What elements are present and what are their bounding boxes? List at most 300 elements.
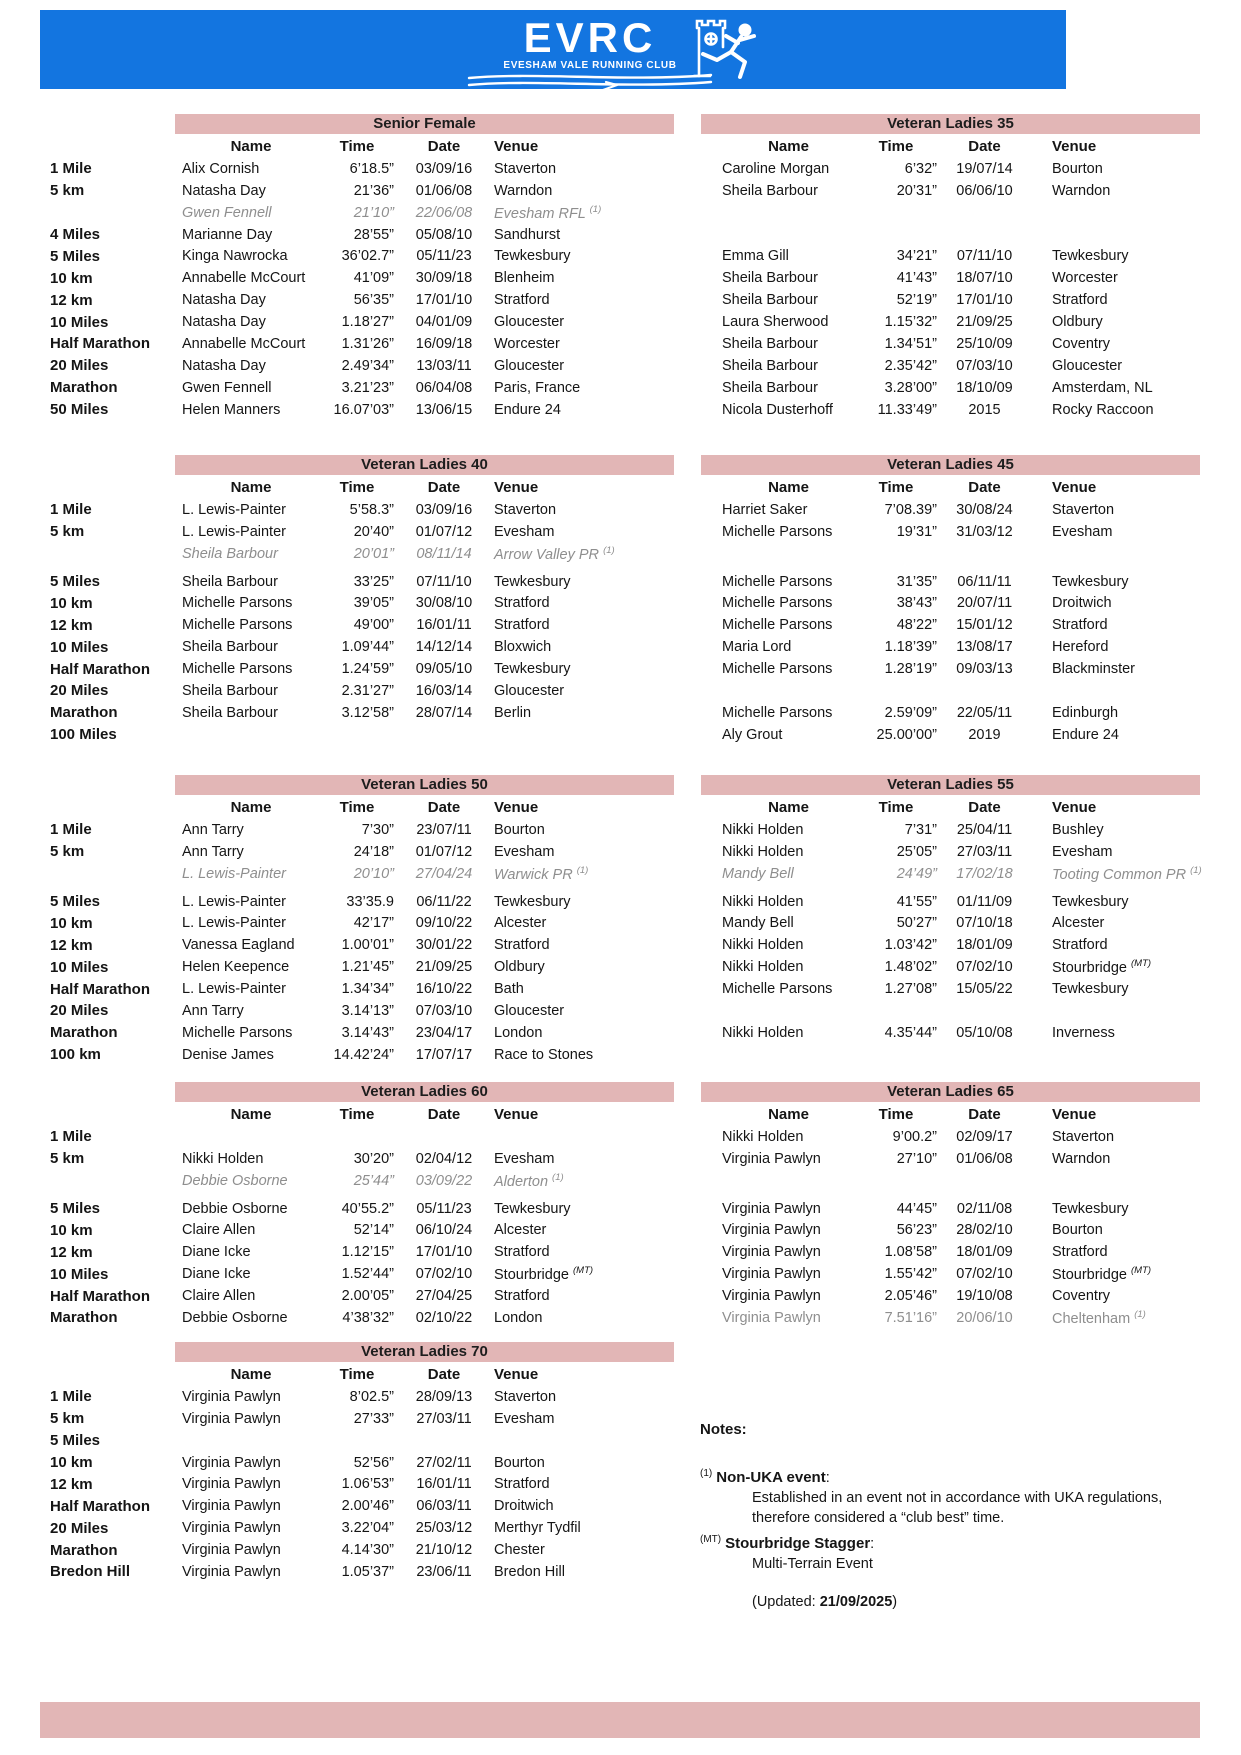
record-venue: Arrow Valley PR $^{(1)}$ [494, 544, 615, 563]
venue-superscript: (1) [1190, 864, 1202, 876]
col-header-venue: Venue [494, 138, 539, 156]
distance-label: Half Marathon [50, 1287, 151, 1305]
distance-label: 4 Miles [50, 226, 101, 243]
record-time: 1.18’39” [884, 639, 937, 656]
record-time: 42’17” [353, 915, 394, 932]
record-row [40, 1263, 1200, 1285]
distance-label: 10 km [50, 914, 93, 932]
record-row [40, 891, 1200, 913]
record-name: Aly Grout [722, 726, 783, 743]
section-header-right: Veteran Ladies 35 [701, 114, 1200, 134]
record-time: 52’56” [353, 1454, 394, 1471]
record-date: 08/11/14 [416, 545, 472, 562]
record-row-club-best [40, 202, 1200, 224]
record-name: Helen Keepence [182, 959, 290, 976]
record-venue: Droitwich [494, 1498, 554, 1515]
record-venue: Stratford [1052, 1244, 1108, 1261]
record-name: Michelle Parsons [722, 704, 833, 721]
record-row [40, 571, 1200, 593]
col-header-venue: Venue [494, 479, 539, 497]
record-time: 2.05’46” [884, 1288, 937, 1305]
record-row [40, 1022, 1200, 1044]
note-description [700, 1488, 1205, 1528]
record-venue: Stratford [494, 292, 550, 309]
record-name: L. Lewis-Painter [182, 865, 286, 882]
record-name: Annabelle McCourt [182, 335, 306, 352]
record-time: 50’27” [896, 915, 937, 932]
record-venue: Tewkesbury [1052, 981, 1129, 998]
record-name: Michelle Parsons [182, 661, 293, 678]
record-venue: Tewkesbury [1052, 1200, 1129, 1217]
record-time: 40’55.2” [341, 1200, 394, 1217]
record-date: 30/08/24 [956, 501, 1013, 518]
section-header-left: Veteran Ladies 50 [175, 775, 674, 795]
record-venue: Bloxwich [494, 639, 552, 656]
note-term: Stourbridge Stagger [725, 1534, 871, 1552]
distance-label: 10 km [50, 1221, 93, 1239]
record-name: Virginia Pawlyn [722, 1288, 821, 1305]
record-venue: Alcester [494, 1222, 547, 1239]
distance-label: 1 Mile [50, 1388, 92, 1406]
record-name: Harriet Saker [722, 501, 808, 518]
col-header-venue: Venue [1052, 479, 1097, 497]
record-date: 02/11/08 [956, 1200, 1013, 1217]
record-time: 6’32” [904, 160, 937, 177]
record-venue: Bredon Hill [494, 1563, 565, 1580]
record-time: 49’00” [353, 617, 394, 634]
record-date: 07/03/10 [415, 1002, 473, 1019]
record-venue: Rocky Raccoon [1052, 401, 1154, 418]
record-time: 1.05’37” [341, 1563, 394, 1580]
record-date: 07/10/18 [956, 915, 1013, 932]
venue-superscript: (1) [576, 864, 589, 876]
record-venue: Tewkesbury [494, 893, 571, 910]
record-name: Sheila Barbour [722, 270, 818, 287]
record-venue: Staverton [494, 1388, 557, 1405]
distance-label: 10 km [50, 594, 93, 612]
record-venue: London [494, 1309, 543, 1326]
record-date: 18/07/10 [956, 270, 1013, 287]
record-name: Michelle Parsons [722, 617, 833, 634]
col-header-venue: Venue [494, 1366, 539, 1384]
record-date: 23/06/11 [416, 1563, 472, 1580]
record-row [40, 355, 1200, 377]
record-name: Maria Lord [722, 639, 792, 656]
record-time: 31’35” [896, 573, 937, 590]
record-time: 4’38’32” [342, 1309, 394, 1326]
record-time: 4.14’30” [341, 1542, 394, 1559]
record-venue: Evesham [494, 523, 555, 540]
record-name: Diane Icke [182, 1244, 251, 1261]
distance-label: 5 Miles [50, 573, 101, 590]
record-venue: Gloucester [494, 682, 565, 699]
record-name: Virginia Pawlyn [182, 1454, 281, 1471]
record-time: 41’43” [896, 270, 937, 287]
evrc-logo-subtitle: EVESHAM VALE RUNNING CLUB [503, 60, 677, 71]
record-name: Sheila Barbour [722, 335, 818, 352]
record-time: 27’10” [896, 1150, 937, 1167]
col-header-venue: Venue [494, 1106, 539, 1124]
record-name: Virginia Pawlyn [722, 1150, 821, 1167]
record-date: 27/03/11 [416, 1410, 472, 1427]
record-name: Debbie Osborne [182, 1200, 288, 1217]
record-date: 04/01/09 [415, 314, 473, 331]
record-time: 2.35’42” [884, 357, 937, 374]
record-date: 07/11/10 [956, 248, 1013, 265]
record-row [40, 841, 1200, 863]
record-name: L. Lewis-Painter [182, 893, 286, 910]
record-name: Alix Cornish [182, 160, 260, 177]
col-header-time: Time [339, 1366, 375, 1384]
distance-label: Marathon [50, 1024, 118, 1042]
distance-label: 5 km [50, 1150, 85, 1168]
record-date: 05/08/10 [415, 226, 473, 243]
record-venue: Gloucester [494, 1002, 565, 1019]
record-time: 16.07’03” [333, 401, 394, 418]
record-date: 20/07/11 [956, 595, 1013, 612]
venue-superscript: (MT) [1131, 958, 1152, 970]
distance-label: 12 km [50, 291, 93, 309]
record-venue: Gloucester [1052, 357, 1123, 374]
record-time: 1.08’58” [884, 1244, 937, 1261]
record-venue: Berlin [494, 704, 532, 721]
record-row [40, 1044, 1200, 1066]
record-venue: Stratford [1052, 937, 1108, 954]
record-row [40, 311, 1200, 333]
record-name: Virginia Pawlyn [722, 1200, 821, 1217]
record-date: 20/06/10 [956, 1309, 1013, 1326]
record-date: 01/11/09 [956, 893, 1013, 910]
section-bar-row [40, 455, 1200, 475]
record-row [40, 912, 1200, 934]
record-name: Emma Gill [722, 248, 789, 265]
record-date: 21/09/25 [415, 959, 473, 976]
record-date: 09/05/10 [415, 661, 473, 678]
record-time: 3.14’43” [341, 1024, 394, 1041]
record-date: 27/04/24 [415, 865, 473, 882]
record-row [40, 1148, 1200, 1170]
record-time: 1.12’15” [341, 1244, 394, 1261]
record-time: 20’40” [353, 523, 394, 540]
record-date: 02/04/12 [415, 1150, 473, 1167]
record-date: 23/04/17 [415, 1024, 473, 1041]
record-name: Nicola Dusterhoff [722, 401, 833, 418]
record-venue: Warndon [494, 182, 553, 199]
record-date: 03/09/16 [415, 160, 473, 177]
record-name: Sheila Barbour [182, 704, 278, 721]
record-time: 33’25” [353, 573, 394, 590]
record-venue: Staverton [1052, 501, 1115, 518]
record-date: 17/01/10 [956, 292, 1013, 309]
record-row [40, 819, 1200, 841]
col-header-name: Name [230, 799, 272, 817]
record-venue: Stratford [494, 1288, 550, 1305]
record-name: Nikki Holden [722, 937, 804, 954]
distance-label: 1 Mile [50, 501, 92, 519]
record-venue: Tewkesbury [494, 248, 571, 265]
distance-label: 50 Miles [50, 401, 109, 419]
record-name: Virginia Pawlyn [722, 1266, 821, 1283]
record-name: Michelle Parsons [722, 661, 833, 678]
record-date: 21/10/12 [415, 1542, 473, 1559]
section-header-left: Veteran Ladies 40 [175, 455, 674, 475]
record-row [40, 521, 1200, 543]
record-time: 11.33’49” [877, 401, 937, 418]
record-name: Sheila Barbour [182, 639, 278, 656]
record-time: 25’05” [896, 843, 937, 860]
col-header-name: Name [768, 138, 809, 156]
record-venue: Merthyr Tydfil [494, 1520, 581, 1537]
records-block-3 [40, 1082, 1200, 1329]
record-date: 19/10/08 [956, 1288, 1013, 1305]
record-venue: Evesham RFL $^{(1)}$ [494, 203, 602, 222]
distance-label: 12 km [50, 936, 93, 954]
record-venue: Cheltenham $^{(1)}$ [1052, 1309, 1146, 1327]
record-venue: Race to Stones [494, 1046, 594, 1063]
record-time: 7’08.39” [884, 501, 937, 518]
distance-label: Half Marathon [50, 980, 151, 998]
record-venue: Stratford [494, 1244, 550, 1261]
record-date: 25/03/12 [415, 1520, 473, 1537]
distance-label: 5 km [50, 182, 85, 200]
record-time: 1.28’19” [884, 661, 937, 678]
record-time: 38’43” [896, 595, 937, 612]
record-name: Michelle Parsons [722, 595, 833, 612]
record-venue: Alcester [494, 915, 547, 932]
col-header-date: Date [427, 479, 461, 497]
col-header-name: Name [230, 138, 272, 156]
record-venue: Amsterdam, NL [1052, 379, 1153, 396]
record-date: 28/07/14 [415, 704, 473, 721]
record-venue: Hereford [1052, 639, 1109, 656]
record-venue: Endure 24 [1052, 726, 1119, 743]
record-row [40, 658, 1200, 680]
record-name: Virginia Pawlyn [182, 1563, 281, 1580]
col-header-time: Time [339, 1106, 375, 1124]
record-venue: Evesham [494, 1150, 555, 1167]
record-time: 33’35.9 [346, 893, 394, 910]
record-time: 52’19” [896, 292, 937, 309]
record-date: 09/03/13 [956, 661, 1013, 678]
record-time: 1.55’42” [884, 1266, 937, 1283]
record-date: 22/05/11 [956, 704, 1013, 721]
distance-label: 12 km [50, 1475, 93, 1493]
section-header-right: Veteran Ladies 65 [701, 1082, 1200, 1102]
col-header-time: Time [339, 138, 375, 156]
record-date: 05/10/08 [956, 1024, 1013, 1041]
record-date: 05/11/23 [416, 248, 472, 265]
note-separator: : [870, 1535, 875, 1552]
record-time: 41’09” [353, 270, 394, 287]
record-venue: Stratford [1052, 292, 1108, 309]
record-row [40, 680, 1200, 702]
record-row [40, 1198, 1200, 1220]
record-time: 28’55” [353, 226, 394, 243]
record-time: 52’14” [353, 1222, 394, 1239]
record-row [40, 377, 1200, 399]
distance-label: Half Marathon [50, 335, 151, 353]
note-superscript: (1) [700, 1468, 713, 1479]
record-date: 17/01/10 [415, 292, 473, 309]
venue-superscript: (MT) [573, 1265, 594, 1277]
record-venue: Droitwich [1052, 595, 1112, 612]
record-date: 09/10/22 [415, 915, 473, 932]
record-name: Diane Icke [182, 1266, 251, 1283]
record-name: Sheila Barbour [182, 573, 278, 590]
record-venue: Evesham [494, 843, 555, 860]
record-row [40, 724, 1200, 746]
record-name: Virginia Pawlyn [182, 1520, 281, 1537]
record-time: 1.31’26” [341, 335, 394, 352]
church-tower-icon [694, 21, 725, 76]
record-venue: Alderton $^{(1)}$ [494, 1171, 564, 1190]
record-date: 15/05/22 [956, 981, 1013, 998]
distance-label: 5 Miles [50, 247, 101, 265]
record-name: Mandy Bell [722, 865, 794, 882]
record-venue: Stourbridge $^{(MT)}$ [1052, 1265, 1152, 1284]
record-row [40, 978, 1200, 1000]
record-time: 7.51’16” [884, 1309, 937, 1326]
record-name: Nikki Holden [722, 843, 804, 860]
record-date: 27/02/11 [416, 1454, 472, 1471]
record-name: Michelle Parsons [722, 981, 833, 998]
record-date: 06/04/08 [415, 379, 473, 396]
records-block-0 [40, 114, 1200, 421]
record-date: 13/08/17 [956, 639, 1013, 656]
record-date: 27/03/11 [956, 843, 1013, 860]
record-venue: Tewkesbury [494, 661, 571, 678]
col-header-date: Date [427, 1106, 461, 1124]
record-venue: Coventry [1052, 335, 1111, 352]
record-venue: Tewkesbury [1052, 893, 1129, 910]
note-superscript: (MT) [700, 1533, 722, 1545]
note-description [700, 1554, 1205, 1574]
record-date: 02/10/22 [415, 1309, 473, 1326]
col-header-venue: Venue [1052, 799, 1097, 817]
record-venue: Tooting Common PR $^{(1)}$ [1052, 864, 1202, 883]
record-row [40, 956, 1200, 978]
distance-label: 20 Miles [50, 357, 109, 375]
col-header-name: Name [768, 479, 809, 497]
record-name: Ann Tarry [182, 843, 244, 860]
record-venue: Blenheim [494, 270, 555, 287]
record-name: Nikki Holden [182, 1150, 264, 1167]
col-header-date: Date [427, 799, 461, 817]
record-date: 28/02/10 [956, 1222, 1013, 1239]
distance-label: 1 Mile [50, 1128, 92, 1146]
record-venue: Evesham [494, 1410, 555, 1427]
record-time: 8’02.5” [349, 1388, 394, 1405]
record-name: Natasha Day [182, 292, 266, 309]
record-time: 36’02.7” [341, 248, 394, 265]
record-time: 1.06’53” [341, 1476, 394, 1493]
record-venue: Stratford [494, 1476, 550, 1493]
notes-heading: Notes: [700, 1421, 747, 1438]
record-venue: Staverton [1052, 1128, 1115, 1145]
record-name: Kinga Nawrocka [182, 248, 288, 265]
record-date: 01/07/12 [415, 523, 473, 540]
record-date: 07/03/10 [956, 357, 1013, 374]
record-venue: Bourton [1052, 160, 1103, 177]
record-venue: Stratford [494, 617, 550, 634]
record-date: 16/09/18 [415, 335, 473, 352]
updated-prefix: (Updated: [752, 1593, 820, 1610]
record-venue: Tewkesbury [1052, 248, 1129, 265]
column-header-row [40, 1104, 1200, 1126]
record-venue: Evesham [1052, 843, 1113, 860]
record-venue: Bourton [494, 821, 545, 838]
record-venue: Staverton [494, 501, 557, 518]
note-term-line [700, 1530, 1205, 1554]
record-date: 16/01/11 [416, 617, 472, 634]
note-stourbridge-stagger [700, 1530, 1205, 1574]
record-date: 16/10/22 [415, 981, 473, 998]
record-venue: Warndon [1052, 182, 1111, 199]
record-name: Sheila Barbour [722, 379, 818, 396]
record-time: 4.35’44” [884, 1024, 937, 1041]
record-time: 1.34’34” [341, 981, 394, 998]
col-header-venue: Venue [1052, 138, 1097, 156]
column-header-row [40, 797, 1200, 819]
distance-label: Half Marathon [50, 660, 151, 678]
record-name: Vanessa Eagland [182, 937, 295, 954]
record-name: Virginia Pawlyn [182, 1388, 281, 1405]
record-time: 3.14’13” [341, 1002, 394, 1019]
record-time: 9’00.2” [892, 1128, 937, 1145]
record-date: 07/02/10 [956, 1266, 1013, 1283]
record-name: Nikki Holden [722, 893, 804, 910]
record-name: Nikki Holden [722, 959, 804, 976]
distance-label: 10 km [50, 269, 93, 287]
col-header-time: Time [878, 1106, 914, 1124]
distance-label: 10 Miles [50, 958, 109, 976]
record-row [40, 702, 1200, 724]
record-time: 56’23” [896, 1222, 937, 1239]
col-header-date: Date [968, 799, 1001, 817]
record-name: Natasha Day [182, 314, 266, 331]
section-bar-row [40, 1342, 1200, 1362]
record-name: Annabelle McCourt [182, 270, 306, 287]
record-time: 7’30” [361, 821, 394, 838]
record-name: Claire Allen [182, 1288, 256, 1305]
column-header-row [40, 136, 1200, 158]
distance-label: 5 km [50, 1410, 85, 1428]
section-header-left: Veteran Ladies 70 [175, 1342, 674, 1362]
record-row [40, 158, 1200, 180]
record-venue: Coventry [1052, 1288, 1111, 1305]
record-date: 2019 [968, 726, 1001, 743]
note-non-uka [700, 1464, 1205, 1528]
record-time: 39’05” [353, 595, 394, 612]
distance-label: 10 Miles [50, 1265, 109, 1283]
col-header-venue: Venue [1052, 1106, 1097, 1124]
record-name: Denise James [182, 1046, 274, 1063]
record-row [40, 1000, 1200, 1022]
record-venue: Bourton [1052, 1222, 1103, 1239]
record-name: Gwen Fennell [182, 379, 272, 396]
record-time: 20’10” [353, 865, 394, 882]
record-row [40, 1307, 1200, 1329]
distance-label: 100 Miles [50, 726, 117, 744]
record-row-club-best [40, 863, 1200, 885]
record-time: 1.21’45” [341, 959, 394, 976]
record-date: 06/11/11 [957, 573, 1012, 590]
record-name: Michelle Parsons [722, 573, 833, 590]
record-date: 25/10/09 [956, 335, 1013, 352]
col-header-time: Time [339, 799, 375, 817]
record-name: L. Lewis-Painter [182, 915, 286, 932]
record-date: 27/04/25 [415, 1288, 473, 1305]
